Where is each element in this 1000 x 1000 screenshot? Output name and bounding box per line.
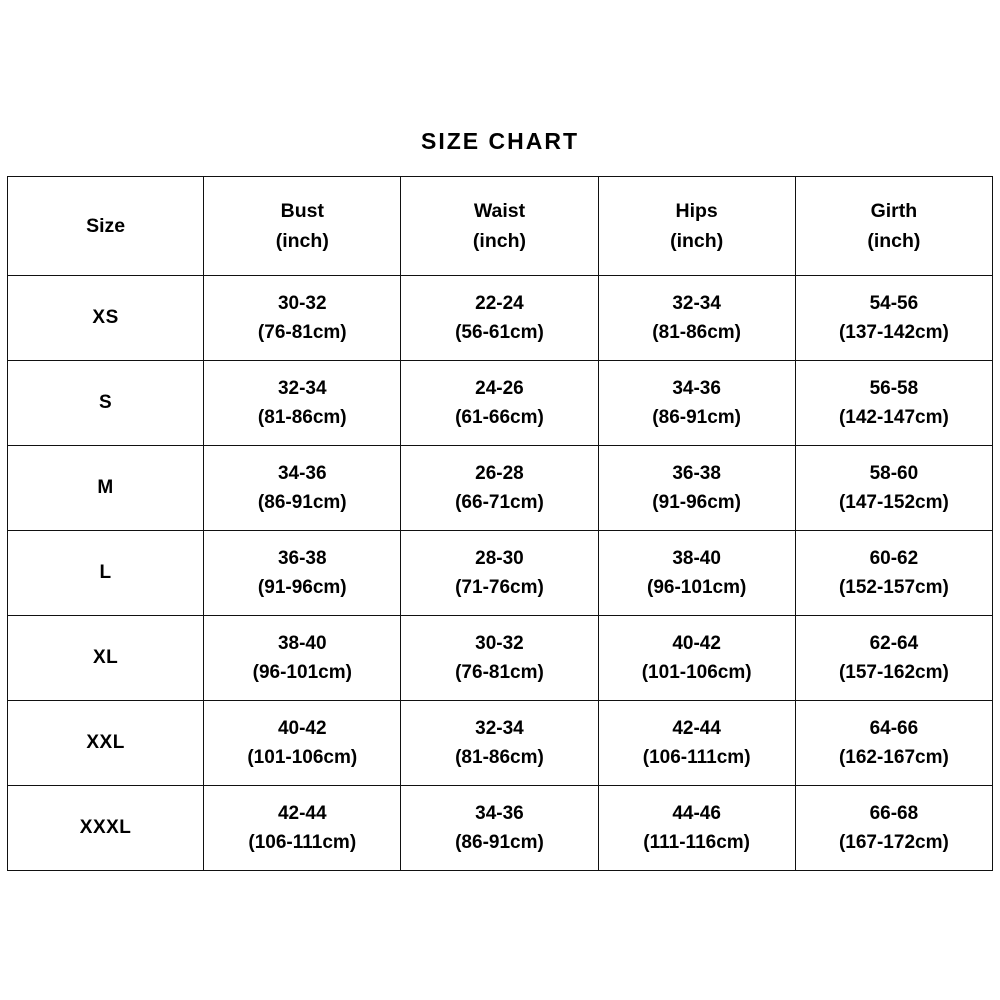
cell-bust	[204, 276, 401, 361]
cell-girth	[795, 446, 992, 531]
cell-bust	[204, 531, 401, 616]
cell-size: XL	[8, 616, 204, 701]
cell-size: M	[8, 446, 204, 531]
cell-waist	[401, 361, 598, 446]
cell-girth-cm: (157-162cm)	[838, 662, 949, 683]
cell-girth-inch: 58-60	[869, 462, 919, 484]
column-header-size	[8, 177, 204, 276]
table-row	[8, 276, 993, 361]
cell-hips-inch: 42-44	[672, 717, 721, 739]
cell-bust	[204, 786, 401, 871]
cell-waist-cm: (56-61cm)	[455, 322, 544, 343]
cell-hips	[598, 531, 795, 616]
cell-hips-cm: (96-101cm)	[647, 577, 747, 598]
cell-waist-inch: 28-30	[475, 547, 524, 569]
cell-bust-cm: (96-101cm)	[252, 662, 352, 683]
cell-girth-cm: (137-142cm)	[838, 322, 949, 343]
column-header-hips	[598, 177, 795, 276]
cell-girth	[795, 531, 992, 616]
size-chart-table-wrapper	[7, 176, 993, 871]
table-row	[8, 361, 993, 446]
cell-bust-inch: 34-36	[277, 462, 327, 484]
cell-girth-inch: 66-68	[869, 802, 919, 824]
cell-girth-cm: (152-157cm)	[838, 577, 949, 598]
cell-waist-inch: 22-24	[475, 292, 524, 314]
cell-hips-cm: (101-106cm)	[641, 662, 752, 683]
cell-bust-inch: 36-38	[277, 547, 327, 569]
size-chart-table	[7, 176, 993, 871]
table-row	[8, 616, 993, 701]
cell-waist-cm: (61-66cm)	[455, 407, 544, 428]
cell-waist	[401, 701, 598, 786]
cell-waist	[401, 531, 598, 616]
table-row	[8, 446, 993, 531]
cell-waist-inch: 24-26	[475, 377, 524, 399]
cell-waist	[401, 276, 598, 361]
cell-hips-inch: 40-42	[672, 632, 721, 654]
table-header	[8, 177, 993, 276]
cell-bust-inch: 38-40	[277, 632, 327, 654]
cell-bust	[204, 361, 401, 446]
cell-girth-cm: (167-172cm)	[838, 832, 949, 853]
cell-waist-inch: 34-36	[475, 802, 524, 824]
column-header-bust-label: Bust	[280, 199, 324, 222]
cell-size: XXXL	[8, 786, 204, 871]
cell-size: XXL	[8, 701, 204, 786]
column-header-hips-label: Hips	[675, 199, 718, 222]
cell-girth	[795, 786, 992, 871]
cell-hips-inch: 34-36	[672, 377, 721, 399]
cell-hips	[598, 446, 795, 531]
column-header-bust-unit: (inch)	[275, 230, 329, 252]
cell-waist-inch: 26-28	[475, 462, 524, 484]
cell-hips-cm: (86-91cm)	[652, 407, 742, 428]
cell-hips-inch: 32-34	[672, 292, 721, 314]
cell-girth-cm: (162-167cm)	[838, 747, 949, 768]
cell-girth	[795, 701, 992, 786]
cell-waist-inch: 30-32	[475, 632, 524, 654]
cell-girth-inch: 54-56	[869, 292, 919, 314]
cell-hips-inch: 36-38	[672, 462, 721, 484]
cell-bust-cm: (86-91cm)	[257, 492, 347, 513]
cell-size: S	[8, 361, 204, 446]
cell-waist-cm: (71-76cm)	[455, 577, 544, 598]
cell-bust-cm: (81-86cm)	[257, 407, 347, 428]
cell-size: XS	[8, 276, 204, 361]
cell-girth-cm: (147-152cm)	[838, 492, 949, 513]
header-row	[8, 177, 993, 276]
column-header-waist-unit: (inch)	[472, 230, 526, 252]
cell-bust-inch: 40-42	[277, 717, 327, 739]
cell-bust-inch: 32-34	[277, 377, 327, 399]
cell-hips	[598, 786, 795, 871]
table-row	[8, 786, 993, 871]
cell-hips-cm: (81-86cm)	[652, 322, 742, 343]
cell-waist-cm: (86-91cm)	[455, 832, 544, 853]
table-row	[8, 531, 993, 616]
cell-bust-inch: 30-32	[277, 292, 327, 314]
cell-hips-cm: (106-111cm)	[642, 747, 751, 768]
cell-hips	[598, 616, 795, 701]
cell-girth	[795, 616, 992, 701]
cell-waist	[401, 616, 598, 701]
column-header-girth-label: Girth	[870, 199, 918, 222]
cell-bust	[204, 701, 401, 786]
cell-hips	[598, 701, 795, 786]
table-body	[8, 276, 993, 871]
column-header-hips-unit: (inch)	[670, 230, 724, 252]
table-row	[8, 701, 993, 786]
cell-girth-inch: 64-66	[869, 717, 919, 739]
cell-bust-inch: 42-44	[277, 802, 327, 824]
cell-bust-cm: (101-106cm)	[247, 747, 358, 768]
page-title: SIZE CHART	[421, 128, 579, 154]
column-header-girth-unit: (inch)	[867, 230, 921, 252]
cell-bust	[204, 616, 401, 701]
column-header-bust	[204, 177, 401, 276]
cell-girth	[795, 361, 992, 446]
cell-hips	[598, 361, 795, 446]
cell-hips	[598, 276, 795, 361]
cell-girth-inch: 56-58	[869, 377, 919, 399]
cell-hips-cm: (111-116cm)	[643, 832, 750, 853]
cell-waist	[401, 786, 598, 871]
column-header-girth	[795, 177, 992, 276]
cell-girth-cm: (142-147cm)	[838, 407, 949, 428]
column-header-size-label: Size	[86, 214, 126, 237]
cell-bust	[204, 446, 401, 531]
cell-bust-cm: (76-81cm)	[257, 322, 347, 343]
cell-size: L	[8, 531, 204, 616]
cell-waist-cm: (66-71cm)	[455, 492, 544, 513]
column-header-waist-label: Waist	[473, 199, 526, 222]
cell-hips-cm: (91-96cm)	[652, 492, 742, 513]
cell-hips-inch: 38-40	[672, 547, 721, 569]
cell-hips-inch: 44-46	[672, 802, 721, 824]
cell-bust-cm: (106-111cm)	[248, 832, 357, 853]
cell-waist	[401, 446, 598, 531]
cell-bust-cm: (91-96cm)	[257, 577, 347, 598]
cell-waist-inch: 32-34	[475, 717, 524, 739]
cell-waist-cm: (81-86cm)	[455, 747, 544, 768]
column-header-waist	[401, 177, 598, 276]
cell-girth-inch: 62-64	[869, 632, 919, 654]
cell-girth	[795, 276, 992, 361]
cell-waist-cm: (76-81cm)	[455, 662, 544, 683]
cell-girth-inch: 60-62	[869, 547, 919, 569]
